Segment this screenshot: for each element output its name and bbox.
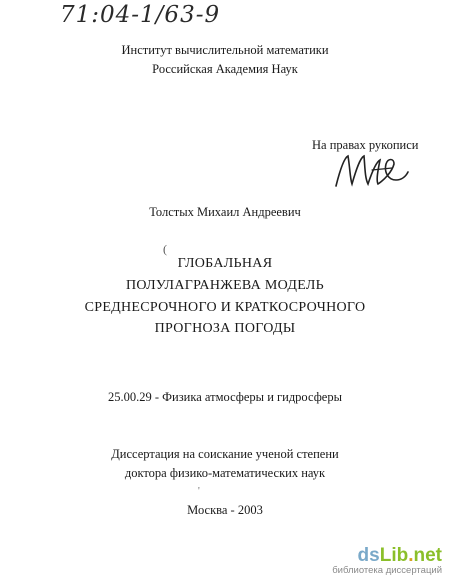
pencil-mark: ( (163, 242, 167, 256)
specialty-code: 25.00.29 - Физика атмосферы и гидросферы (108, 390, 342, 404)
title-line-4: ПРОГНОЗА ПОГОДЫ (154, 321, 296, 336)
academy-name: Российская Академия Наук (152, 62, 298, 76)
logo-tld: net (413, 545, 442, 566)
dissertation-line-2: доктора физико-математических наук (124, 466, 326, 480)
dslib-logo[interactable] (332, 546, 442, 565)
handwritten-archive-code: 71:04-1/63-9 (60, 2, 221, 28)
place-and-year: Москва - 2003 (187, 503, 263, 517)
dissertation-line-1: Диссертация на соискание ученой степени (111, 447, 339, 461)
pencil-tick: ' (198, 486, 200, 497)
title-line-3: СРЕДНЕСРОЧНОГО И КРАТКОСРОЧНОГО (84, 300, 366, 315)
dslib-watermark[interactable] (332, 546, 442, 576)
rights-note: На правах рукописи (312, 138, 419, 152)
handwritten-signature (332, 150, 412, 192)
institute-name: Институт вычислительной математики (121, 43, 329, 57)
author-name: Толстых Михаил Андреевич (149, 205, 301, 219)
logo-ds: ds (357, 545, 380, 566)
watermark-subtitle: библиотека диссертаций (332, 565, 442, 576)
title-line-2: ПОЛУЛАГРАНЖЕВА МОДЕЛЬ (125, 278, 325, 293)
title-line-1: ГЛОБАЛЬНАЯ (177, 256, 273, 271)
logo-lib: Lib (379, 545, 409, 566)
logo-dot: . (408, 545, 414, 566)
